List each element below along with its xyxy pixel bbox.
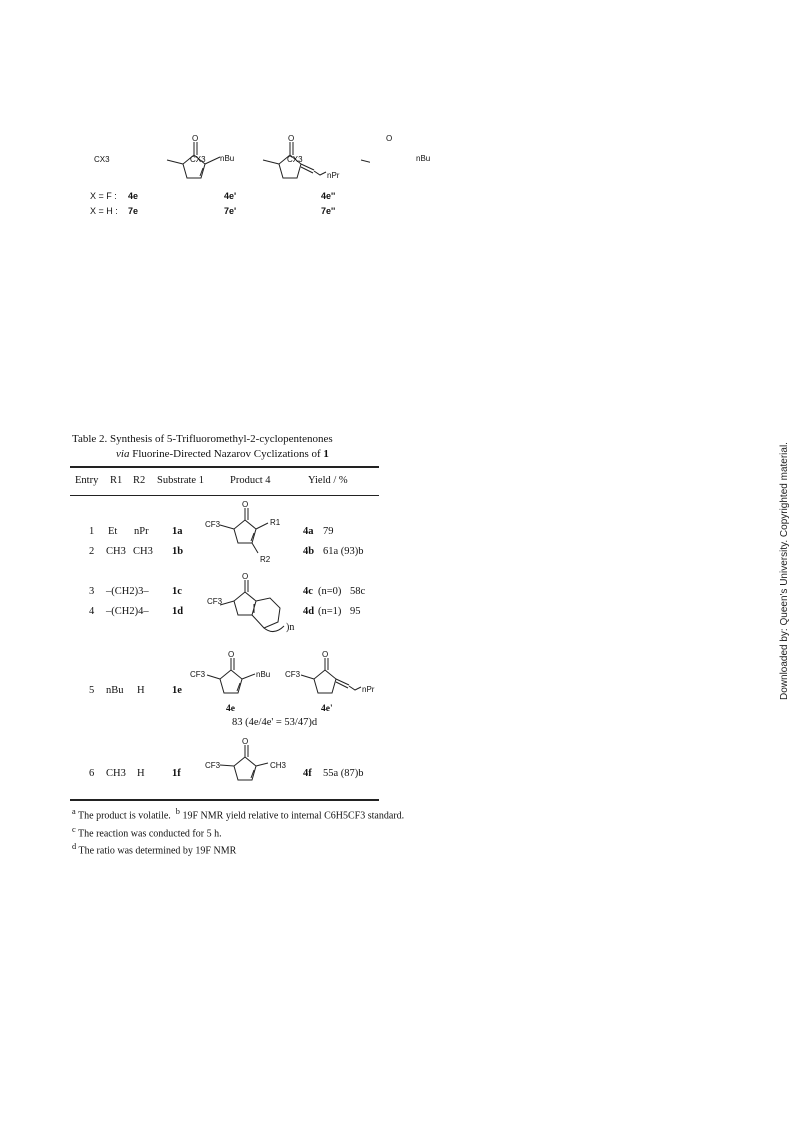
table-title-line2 [116,448,329,460]
compound-label: 7e [128,206,139,216]
header-r1: R1 [110,475,123,486]
footnote-line-3: $^d$ The ratio was determined by 19F NMR [72,842,237,857]
cell-substrate: 1d [172,606,184,617]
cx3-label: CX3 [287,155,303,164]
cell-substrate: 1f [172,768,181,779]
footnote-line-1: $^a$ The product is volatile. $^b$ 19F NMR yield relative to internal C6H5CF3 standard. [72,807,405,822]
cell-entry: 1 [89,526,95,537]
cell-r1: –(CH2)3– [106,586,149,597]
cf3-label: CF3 [190,670,206,679]
cf3-label: CF3 [205,761,221,770]
compound-label: 7e' [224,206,237,216]
compound-label: 4e [128,191,139,201]
cf3-label: CF3 [207,597,223,606]
cell-entry: 5 [89,685,95,696]
r2-label: R2 [260,555,271,564]
r1-label: R1 [270,518,281,527]
cell-r2: nPr [134,526,149,537]
cell-product-id: 4f [303,768,312,779]
oxygen-label: O [386,134,393,143]
npr-label: nPr [362,685,375,694]
oxygen-label: O [242,500,249,509]
header-entry: Entry [75,475,99,486]
cell-yield: 79 [323,526,334,537]
compound-label: 4e' [224,191,237,201]
cell-yield: 55a (87)b [323,768,364,779]
cx3-label: CX3 [190,155,206,164]
cx3-label: CX3 [94,155,110,164]
cell-substrate: 1a [172,526,183,537]
footnote-d: The ratio was determined by 19F NMR [78,845,237,857]
cell-r2: H [137,768,145,779]
cell-substrate: 1e [172,685,182,696]
ch3-label: CH3 [270,761,287,770]
structure-label: 4e' [321,704,333,714]
header-substrate: Substrate 1 [157,475,204,486]
row-label-x-h: X = H : [90,206,118,216]
cell-yield: 61a (93)b [323,546,364,557]
cell-product-note: (n=0) [318,586,342,597]
cell-substrate: 1b [172,546,184,557]
table-bottom-rule [70,799,379,801]
structure-4a-4b [200,498,300,573]
nbu-label: nBu [256,670,271,679]
cell-r1: Et [108,526,118,537]
oxygen-label: O [228,650,235,659]
footnote-a: The product is volatile. [78,810,171,822]
oxygen-label: O [192,134,199,143]
cf3-label: CF3 [285,670,301,679]
download-copyright-note: Downloaded by: Queen's University. Copyrighted material. [779,442,790,700]
cell-substrate: 1c [172,586,182,597]
oxygen-label: O [288,134,295,143]
cell-entry: 6 [89,768,95,779]
header-r2: R2 [133,475,146,486]
cell-product-id: 4c [303,586,313,597]
cell-r1: CH3 [106,546,126,557]
cell-product-note: (n=1) [318,606,342,617]
compound-label: 4e'' [321,191,336,201]
n-label: )n [286,622,295,633]
cell-yield: 95 [350,606,361,617]
title-bold: 1 [323,448,329,460]
cell-r1: CH3 [106,768,126,779]
footnote-b: 19F NMR yield relative to internal C6H5CF3 standard. [182,810,405,822]
cell-r2: CH3 [133,546,153,557]
title-italic: via [116,448,130,460]
footnote-line-2: $^c$ The reaction was conducted for 5 h. [72,825,222,840]
cell-product-id: 4d [303,606,315,617]
cell-yield: 83 (4e/4e' = 53/47)d [232,717,318,728]
table-title-line1: Table 2. Synthesis of 5-Trifluoromethyl-2-cyclopentenones [72,433,333,445]
footnote-c: The reaction was conducted for 5 h. [78,828,222,840]
oxygen-label: O [242,572,249,581]
structure-4e-4e-prime [185,648,380,708]
table-header-rule [70,495,379,496]
cf3-label: CF3 [205,520,221,529]
nbu-label: nBu [220,154,235,163]
row-label-x-f: X = F : [90,191,117,201]
table-top-rule [70,466,379,468]
cell-entry: 4 [89,606,95,617]
cell-yield: 58c [350,586,366,597]
oxygen-label: O [322,650,329,659]
structure-label: 4e [226,704,235,714]
header-product: Product 4 [230,475,271,486]
cell-r1: –(CH2)4– [106,606,149,617]
structure-4c-4d [200,570,310,645]
title-rest: Fluorine-Directed Nazarov Cyclizations of [132,448,321,460]
compound-label: 7e'' [321,206,336,216]
cell-entry: 2 [89,546,95,557]
npr-label: nPr [327,171,340,180]
cell-r2: H [137,685,145,696]
nbu-label: nBu [416,154,431,163]
n-subscript: n [289,622,295,633]
header-yield: Yield / % [308,475,348,486]
cell-entry: 3 [89,586,95,597]
cell-product-id: 4b [303,546,315,557]
cell-product-id: 4a [303,526,314,537]
cell-r1: nBu [106,685,124,696]
oxygen-label: O [242,737,249,746]
